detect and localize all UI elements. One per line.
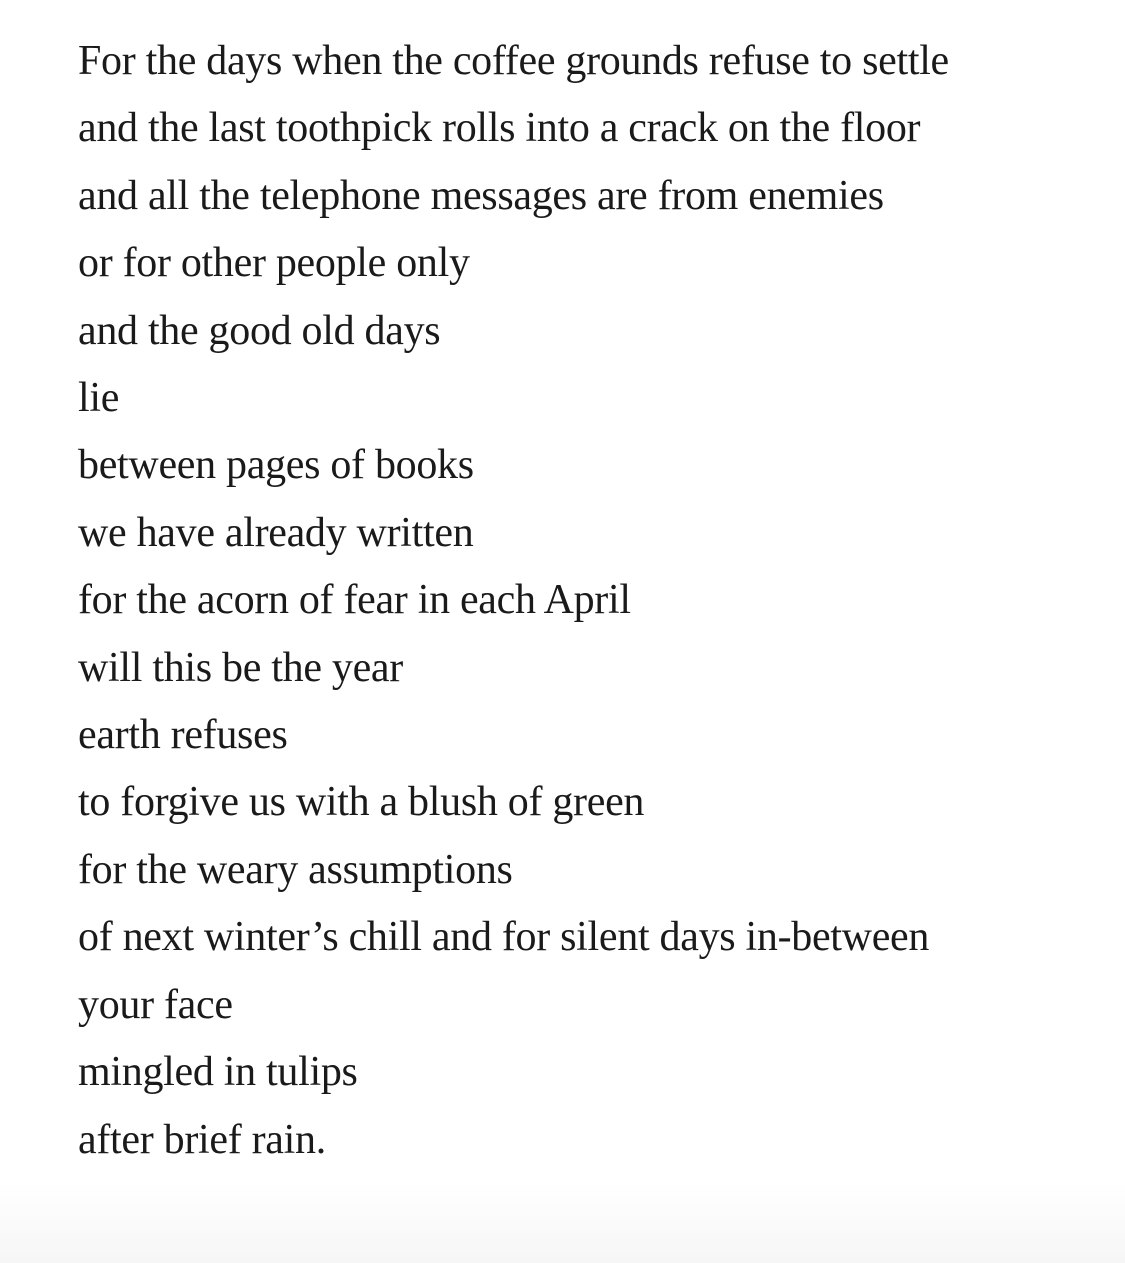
poem-text xyxy=(78,28,949,1174)
poem-line: your face xyxy=(78,981,233,1028)
bottom-shadow xyxy=(0,1183,1125,1263)
poem-line: or for other people only xyxy=(78,240,470,287)
poem-line: mingled in tulips xyxy=(78,1049,358,1096)
poem-line: of next winter’s chill and for silent days in-between xyxy=(78,914,930,961)
poem-line: and the good old days xyxy=(78,307,441,354)
poem-line: we have already written xyxy=(78,509,474,556)
poem-line: and the last toothpick rolls into a crack on the floor xyxy=(78,105,921,152)
poem-line: after brief rain. xyxy=(78,1116,326,1163)
poem-line: will this be the year xyxy=(78,644,403,691)
poem-line: and all the telephone messages are from enemies xyxy=(78,172,884,219)
poem-line: earth refuses xyxy=(78,712,288,759)
poem-line: lie xyxy=(78,375,120,422)
poem-line: For the days when the coffee grounds refuse to settle xyxy=(78,38,949,84)
poem-line: for the acorn of fear in each April xyxy=(78,577,631,624)
poem-line: to forgive us with a blush of green xyxy=(78,779,645,826)
poem-line: for the weary assumptions xyxy=(78,846,513,893)
poem-line: between pages of books xyxy=(78,442,474,489)
